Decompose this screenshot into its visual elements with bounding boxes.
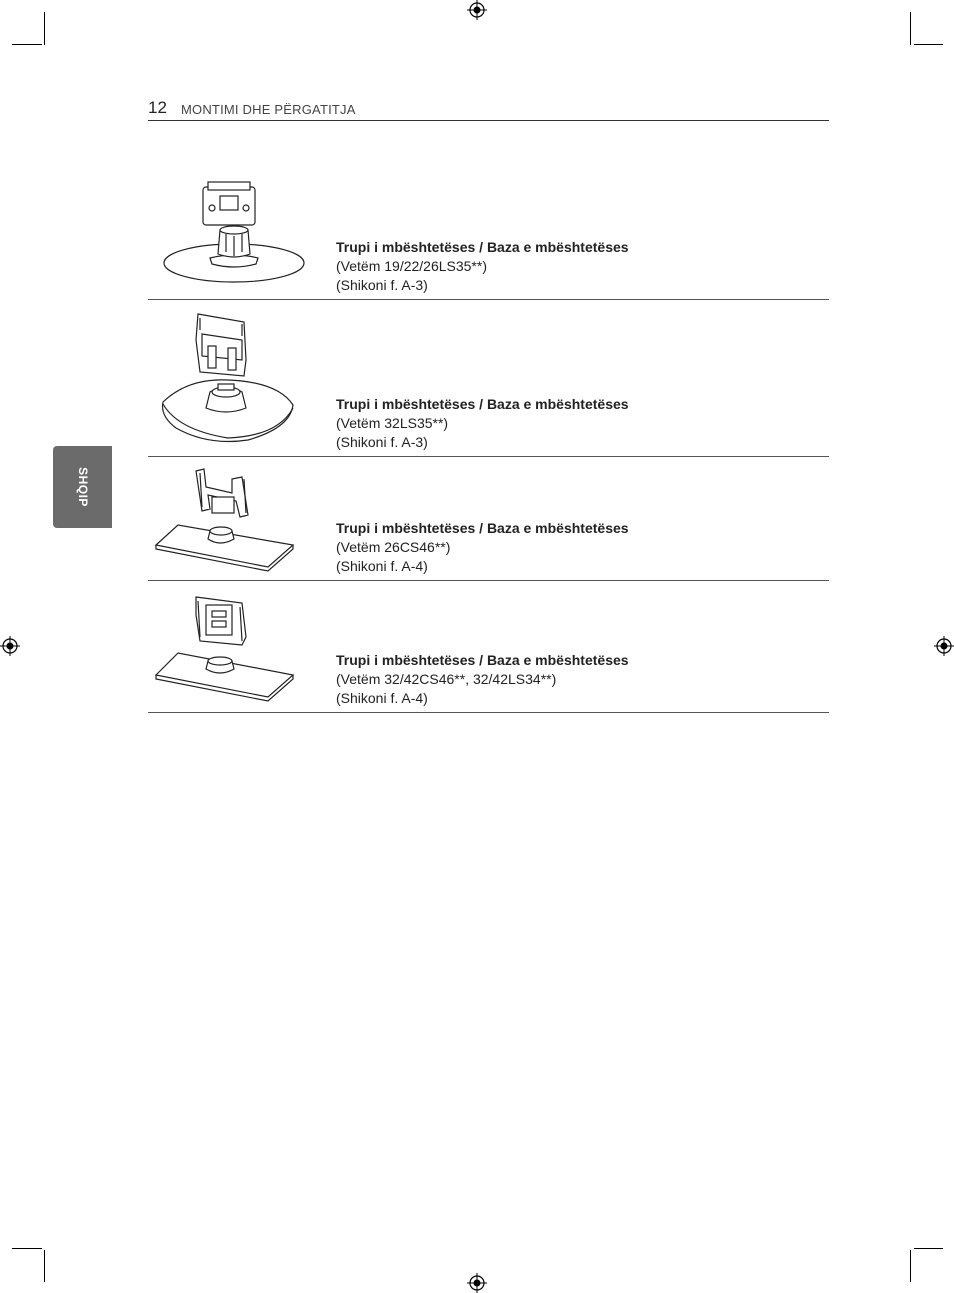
registration-mark-icon — [467, 0, 487, 20]
crop-mark — [910, 12, 911, 45]
accessory-description — [336, 519, 629, 576]
crop-mark — [910, 1250, 911, 1282]
accessory-row — [148, 581, 829, 713]
stand-oval-base-illustration — [148, 300, 318, 456]
crop-mark — [914, 44, 943, 45]
accessory-title: Trupi i mbështetëses / Baza e mbështetëses — [336, 239, 629, 255]
accessory-row — [148, 300, 829, 457]
page-header — [148, 98, 829, 121]
accessory-reference: (Shikoni f. A-4) — [336, 558, 428, 574]
stand-round-base-illustration — [148, 178, 318, 299]
accessory-models: (Vetëm 19/22/26LS35**) — [336, 258, 487, 274]
crop-mark — [44, 12, 45, 45]
accessory-title: Trupi i mbështetëses / Baza e mbështetëses — [336, 396, 629, 412]
accessory-reference: (Shikoni f. A-4) — [336, 690, 428, 706]
crop-mark — [44, 1250, 45, 1282]
accessory-description — [336, 651, 629, 708]
crop-mark — [12, 44, 42, 45]
accessory-title: Trupi i mbështetëses / Baza e mbështetëses — [336, 652, 629, 668]
accessory-row — [148, 178, 829, 300]
stand-rect-base-large-illustration — [148, 581, 318, 712]
accessory-title: Trupi i mbështetëses / Baza e mbështetëses — [336, 520, 629, 536]
crop-mark — [914, 1248, 943, 1249]
crop-mark — [12, 1248, 42, 1249]
registration-mark-icon — [0, 636, 20, 656]
registration-mark-icon — [467, 1273, 487, 1293]
language-tab-label: SHQIP — [75, 467, 90, 507]
accessory-models: (Vetëm 32/42CS46**, 32/42LS34**) — [336, 671, 557, 687]
accessory-models: (Vetëm 32LS35**) — [336, 415, 449, 431]
accessory-description — [336, 395, 629, 452]
accessory-reference: (Shikoni f. A-3) — [336, 277, 428, 293]
registration-mark-icon — [934, 636, 954, 656]
section-title: MONTIMI DHE PËRGATITJA — [181, 102, 356, 117]
language-tab — [53, 446, 112, 528]
accessory-row — [148, 457, 829, 581]
accessory-reference: (Shikoni f. A-3) — [336, 434, 428, 450]
page-number: 12 — [148, 98, 167, 117]
stand-rect-base-illustration — [148, 457, 318, 580]
accessory-description — [336, 238, 629, 295]
accessory-models: (Vetëm 26CS46**) — [336, 539, 451, 555]
